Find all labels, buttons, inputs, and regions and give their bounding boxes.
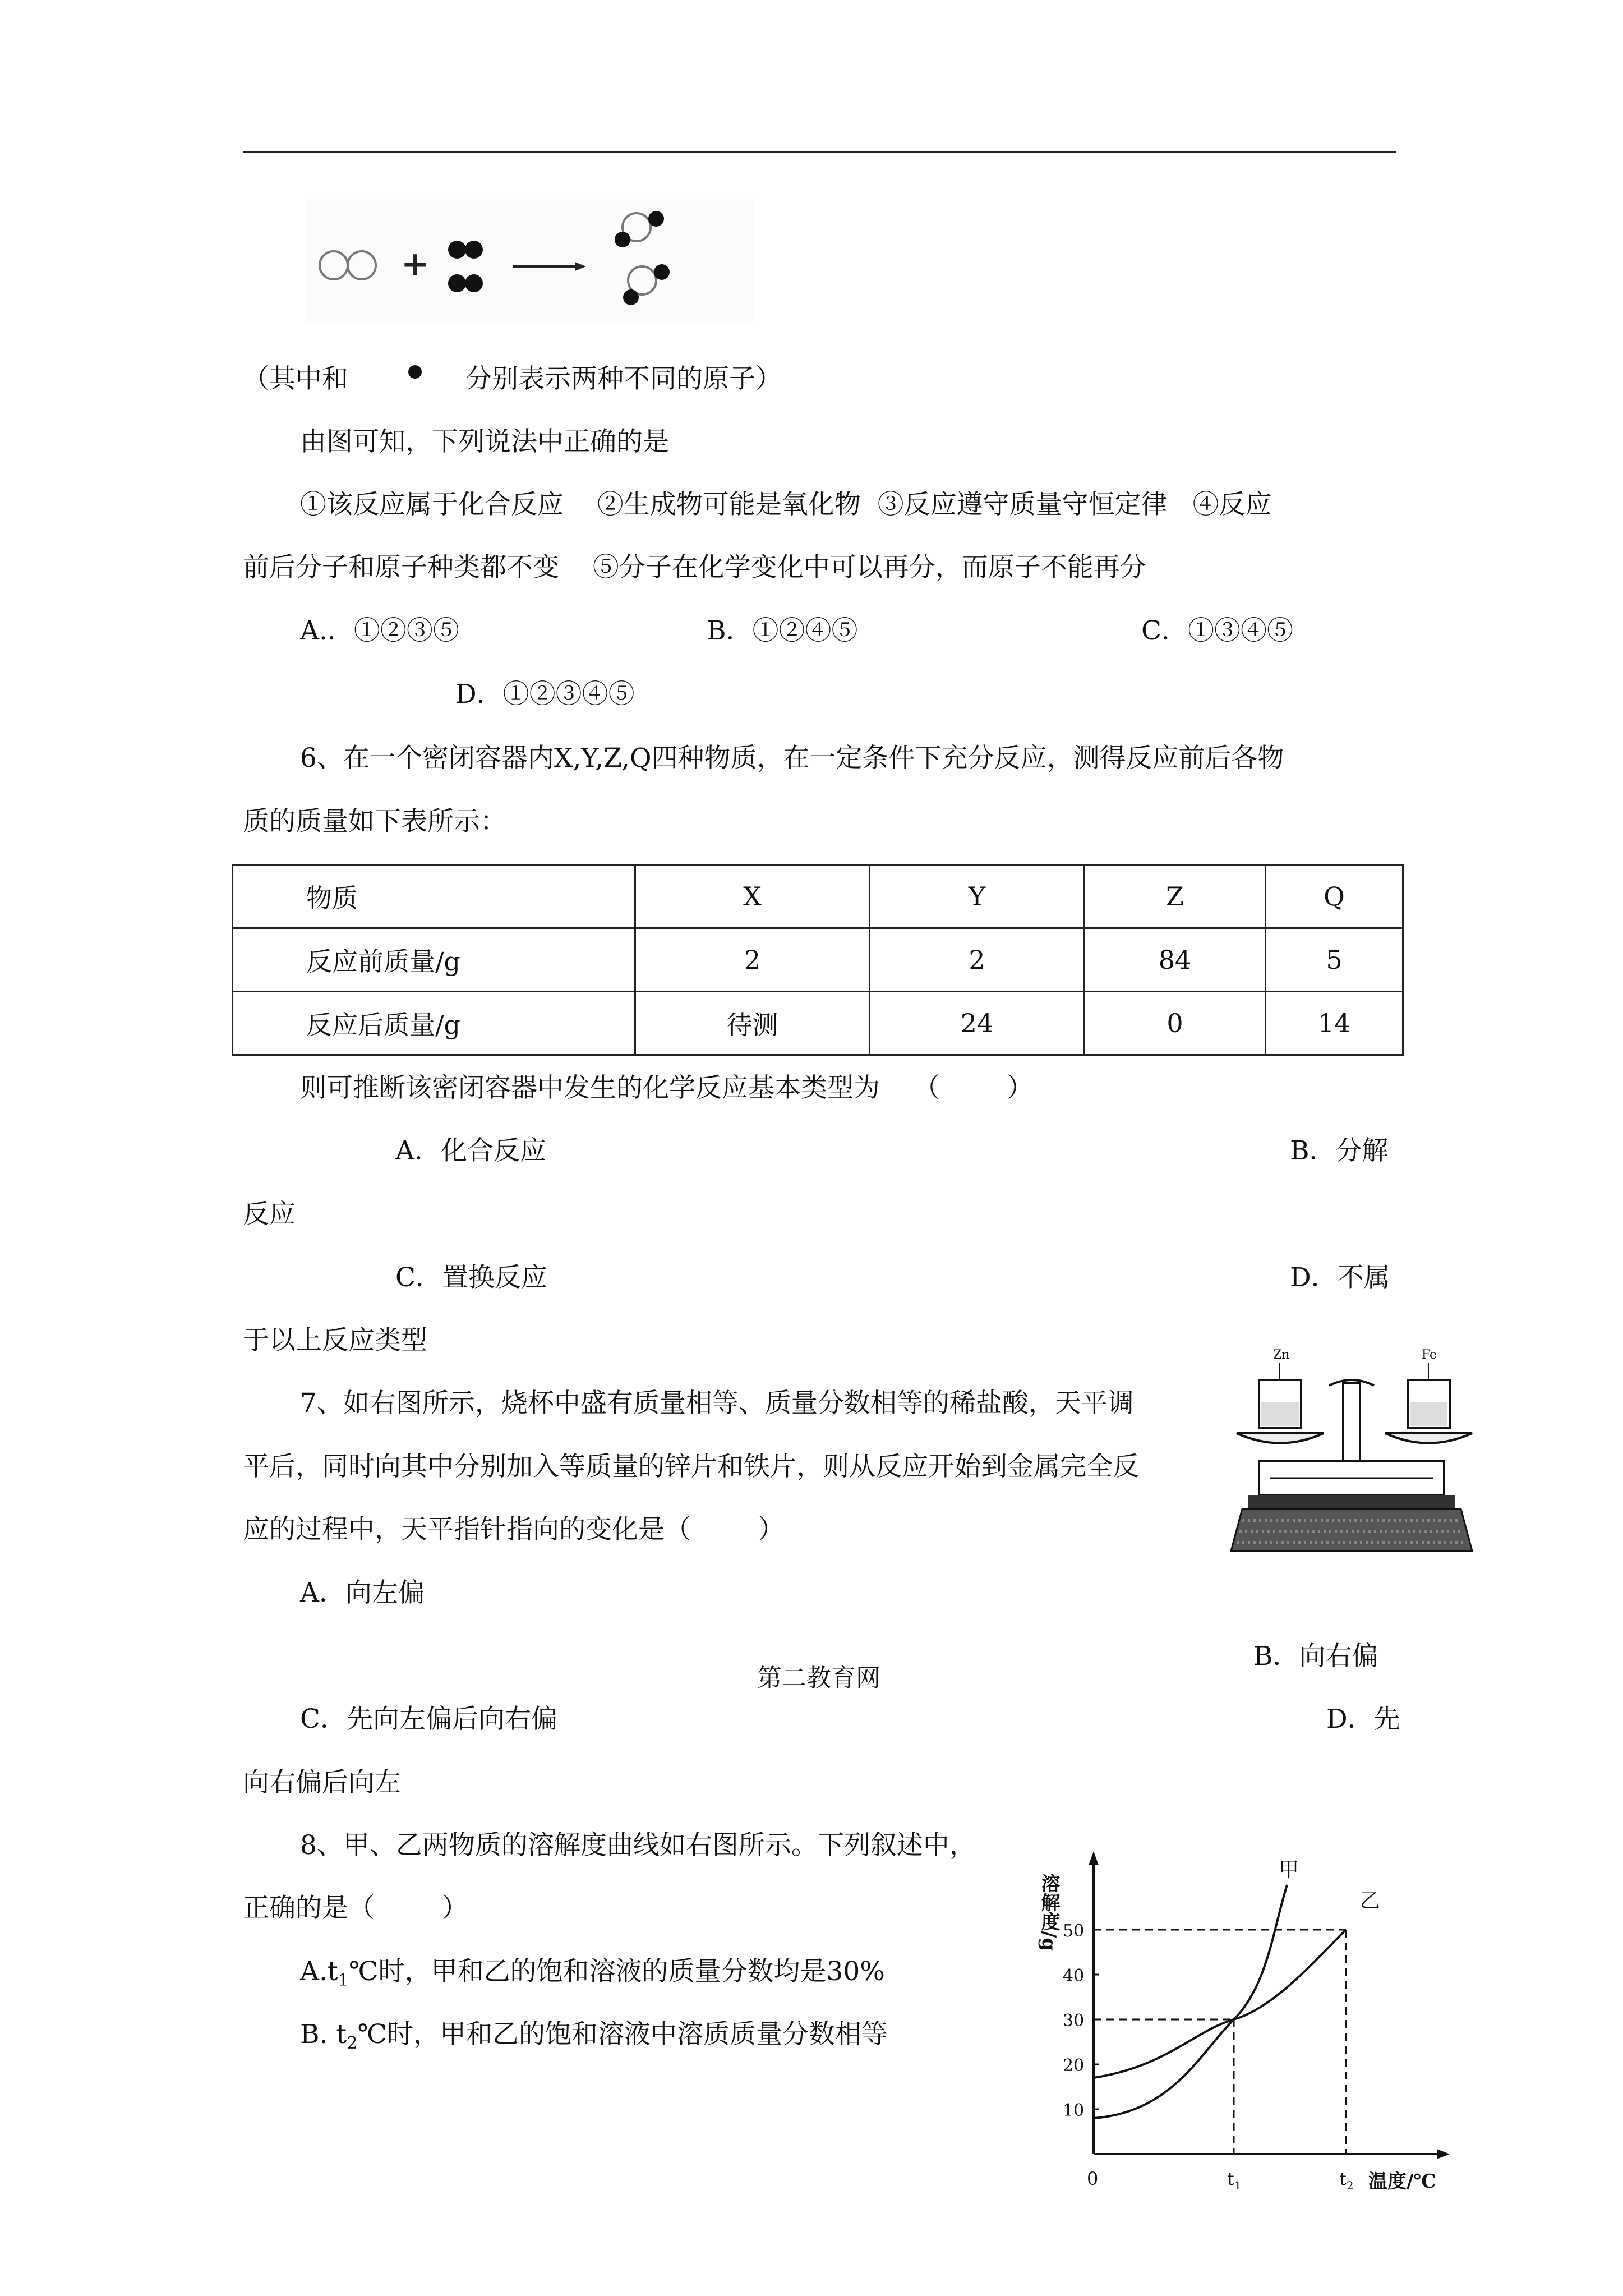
page-footer: 第二教育网: [757, 1664, 880, 1692]
q6-option-d-cont: 于以上反应类型: [243, 1325, 427, 1356]
q7-line1: 7、如右图所示，烧杯中盛有质量相等、质量分数相等的稀盐酸，天平调: [300, 1388, 1134, 1419]
q7-option-b: B．向右偏: [1253, 1641, 1378, 1672]
y-tick-label: 30: [1063, 2011, 1085, 2031]
y-tick-label: 10: [1063, 2101, 1085, 2120]
series-yi-line: [1094, 1930, 1346, 2078]
q7-option-d: D．先: [1326, 1704, 1400, 1734]
table-row: [233, 992, 1403, 1055]
q5-stem: 由图可知，下列说法中正确的是: [300, 426, 669, 457]
table-cell: 5: [1266, 928, 1403, 992]
x-tick-label: 0: [1087, 2168, 1099, 2189]
x-tick-label: $t_1$: [1227, 2168, 1242, 2192]
y-tick-label: 40: [1063, 1966, 1085, 1986]
reaction-diagram: [306, 199, 754, 323]
q6-option-b-cont: 反应: [243, 1199, 296, 1230]
y-tick-label: 20: [1063, 2056, 1085, 2076]
q6-option-c: C．置换反应: [395, 1262, 547, 1293]
q8-line1: 8、甲、乙两物质的溶解度曲线如右图所示。下列叙述中，: [300, 1830, 976, 1861]
table-cell: X: [635, 865, 870, 928]
mass-table: [232, 864, 1404, 1056]
table-cell: 84: [1085, 928, 1266, 992]
y-tick-label: 50: [1063, 1921, 1085, 1941]
header-rule: [243, 151, 1396, 153]
reaction-note: （其中和: [243, 364, 348, 394]
q5-option-c: C．①③④⑤: [1141, 615, 1293, 646]
table-cell: 反应前质量/g: [233, 928, 635, 992]
table-row: [233, 928, 1403, 992]
y-axis-label: 溶解度/g: [1038, 1874, 1060, 1952]
q7-option-c: C．先向左偏后向右偏: [300, 1704, 557, 1734]
q6-option-d: D．不属: [1290, 1262, 1390, 1293]
table-cell: 物质: [233, 865, 635, 928]
table-cell: 2: [635, 928, 870, 992]
balance-illustration: [1225, 1341, 1478, 1571]
q7-option-d-cont: 向右偏后向左: [243, 1767, 401, 1798]
reaction-note-end: 分别表示两种不同的原子）: [465, 364, 782, 394]
q8-option-b: B. $t_2℃$时，甲和乙的饱和溶液中溶质质量分数相等: [300, 2019, 888, 2053]
table-cell: Y: [870, 865, 1085, 928]
q8-line2: 正确的是（ ）: [243, 1893, 468, 1924]
q5-option-d: D．①②③④⑤: [455, 679, 635, 710]
q6-stem-line2: 质的质量如下表所示：: [243, 806, 506, 837]
q5-items-line2: 前后分子和原子种类都不变 ⑤分子在化学变化中可以再分，而原子不能再分: [243, 552, 1146, 583]
q6-option-a: A．化合反应: [395, 1135, 546, 1166]
q5-option-b: B．①②④⑤: [707, 615, 858, 646]
black-atom-icon: [407, 364, 423, 380]
table-cell: Q: [1266, 865, 1403, 928]
x-axis-arrow: [1437, 2149, 1450, 2159]
svg-text:+: +: [401, 245, 430, 284]
series-jia-label: 甲: [1279, 1858, 1299, 1881]
table-cell: 2: [870, 928, 1085, 992]
table-cell: 14: [1266, 992, 1403, 1055]
series-jia-line: [1094, 1885, 1287, 2118]
q6-stem-line1: 6、在一个密闭容器内X,Y,Z,Q四种物质，在一定条件下充分反应，测得反应前后各物: [300, 743, 1284, 774]
q8-option-a: $A.t_1℃$时，甲和乙的饱和溶液的质量分数均是30%: [300, 1956, 885, 1990]
balance-label-left: Zn: [1273, 1348, 1290, 1362]
q5-option-a: A.．①②③⑤: [300, 615, 459, 646]
table-cell: 反应后质量/g: [233, 992, 635, 1055]
x-axis-label: 温度/℃: [1368, 2170, 1437, 2193]
x-tick-label: $t_2$: [1339, 2168, 1354, 2192]
table-cell: 待测: [635, 992, 870, 1055]
series-yi-label: 乙: [1360, 1889, 1381, 1912]
table-cell: 0: [1085, 992, 1266, 1055]
q6-question: 则可推断该密闭容器中发生的化学反应基本类型为 （ ）: [300, 1073, 1034, 1103]
q5-items-line1: ①该反应属于化合反应 ②生成物可能是氧化物 ③反应遵守质量守恒定律 ④反应: [300, 489, 1272, 520]
table-cell: Z: [1085, 865, 1266, 928]
q6-option-b: B．分解: [1290, 1135, 1389, 1166]
y-axis-arrow: [1089, 1851, 1099, 1865]
table-header-row: [233, 865, 1403, 928]
q7-line2: 平后，同时向其中分别加入等质量的锌片和铁片，则从反应开始到金属完全反: [243, 1451, 1139, 1482]
q7-line3: 应的过程中，天平指针指向的变化是（ ）: [243, 1514, 785, 1545]
balance-label-right: Fe: [1422, 1348, 1437, 1362]
table-cell: 24: [870, 992, 1085, 1055]
solubility-chart: [1032, 1840, 1469, 2199]
q7-option-a: A．向左偏: [300, 1577, 425, 1608]
